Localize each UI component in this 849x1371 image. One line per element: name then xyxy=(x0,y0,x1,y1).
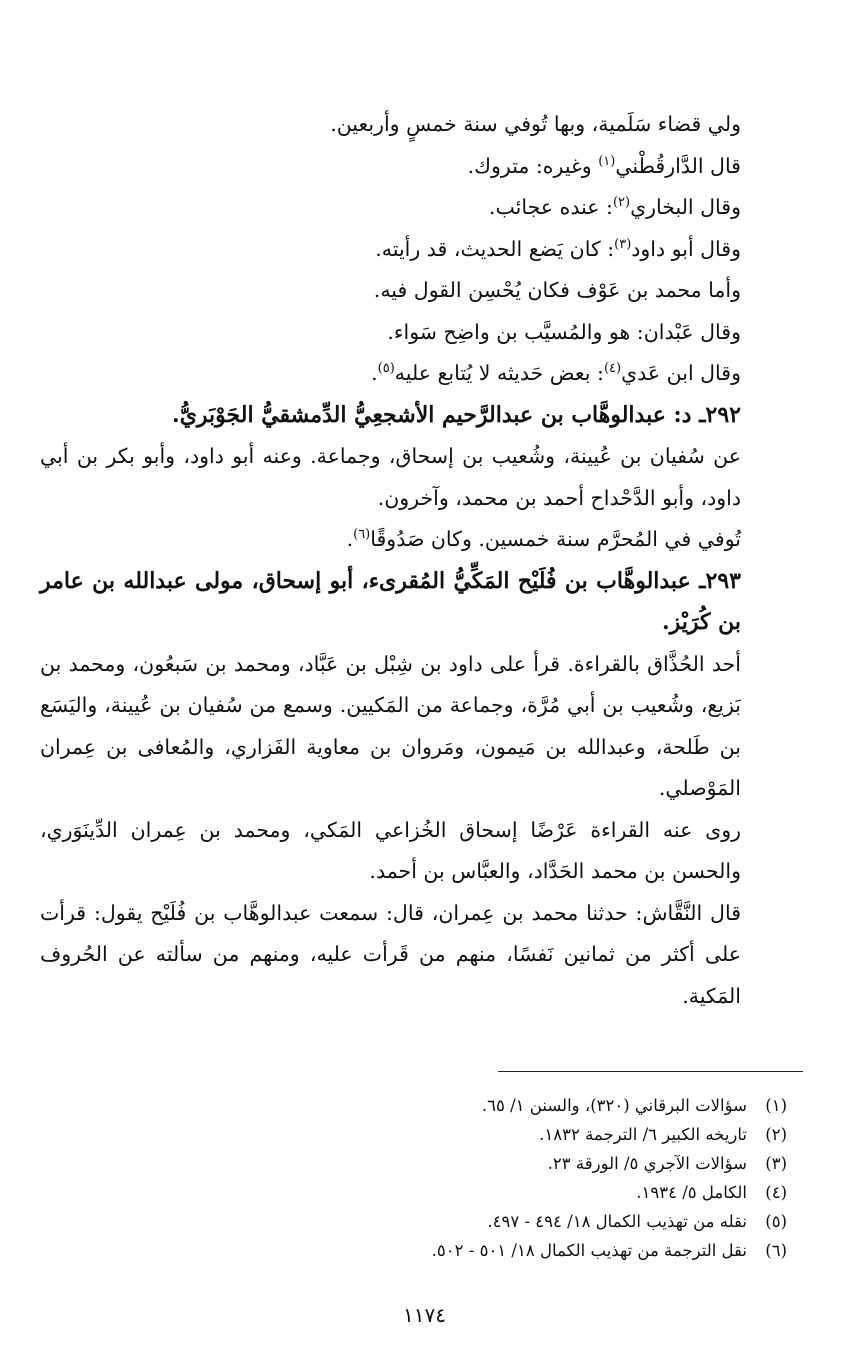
footnote xyxy=(227,1178,787,1207)
text-span: وقال البخاري xyxy=(630,195,741,219)
footnote-divider xyxy=(498,1071,803,1072)
footnote-ref: (١) xyxy=(598,153,616,169)
text-span: وقال أبو داود xyxy=(631,236,741,261)
page-number: ١١٧٤ xyxy=(403,1303,446,1327)
footnote-ref: (٢) xyxy=(612,195,631,211)
footnote xyxy=(227,1207,787,1236)
footnote-number: (٤) xyxy=(765,1183,787,1202)
text-line xyxy=(40,229,797,271)
text-span: وقال ابن عَدي xyxy=(621,361,741,385)
footnote-text: الكامل ٥/ ١٩٣٤. xyxy=(636,1183,747,1202)
footnote-ref: (٥) xyxy=(377,361,395,377)
footnote xyxy=(227,1236,787,1265)
text-line xyxy=(40,146,797,188)
footnote-text: نقل الترجمة من تهذيب الكمال ١٨/ ٥٠١ - ٥٠٢. xyxy=(431,1241,747,1260)
entry-text: روى عنه القراءة عَرْضًا إسحاق الخُزاعي المَكي، ومحمد بن عِمران الدِّينَوَري، والحسن بن محمد الحَدَّاد، والعبَّاس بن أحمد. xyxy=(40,817,741,883)
footnote-number: (٥) xyxy=(765,1212,787,1231)
text-span: وأما محمد بن عَوْف فكان يُحْسِن القول فيه. xyxy=(373,278,741,302)
text-span: : عنده عجائب. xyxy=(489,195,613,219)
text-line xyxy=(40,519,797,561)
text-span: . xyxy=(346,527,354,551)
footnote xyxy=(227,1091,787,1120)
entry-text: عن سُفيان بن عُيينة، وشُعيب بن إسحاق، وجماعة. وعنه أبو داود، وأبو بكر بن أبي داود، وأبو الدَّحْداح أحمد بن محمد، وآخرون. xyxy=(40,444,741,510)
text-span: قال الدَّارقُطْني xyxy=(615,153,741,178)
footnote-ref: (٤) xyxy=(603,361,622,377)
footnote-number: (٣) xyxy=(765,1154,787,1173)
text-line xyxy=(40,104,797,146)
footnote-number: (٦) xyxy=(765,1241,787,1260)
footnote-ref: (٣) xyxy=(614,236,632,252)
text-span: وقال عَبْدان: هو والمُسيَّب بن واضِح سَواء. xyxy=(387,319,741,344)
footnote xyxy=(227,1120,787,1149)
entry-text: أحد الحُذَّاق بالقراءة. قرأ على داود بن شِبْل بن عَبَّاد، ومحمد بن سَبعُون، ومحمد بن بَزيع، وشُعيب بن أبي مُرَّة، وجماعة من المَكيين. وسمع من سُفيان بن عُيينة، واليَسَع بن طَلحة، وعبدالله بن مَيمون، ومَروان بن معاوية الفَزاري، والمُعافى بن عِمران المَوْصلي. xyxy=(40,651,741,800)
footnotes xyxy=(227,1091,787,1265)
footnote-text: نقله من تهذيب الكمال ١٨/ ٤٩٤ - ٤٩٧. xyxy=(487,1212,747,1231)
text-line xyxy=(40,312,797,354)
footnote-text: سؤالات البرقاني (٣٢٠)، والسنن ١/ ٦٥. xyxy=(481,1096,747,1115)
main-text xyxy=(40,104,797,1017)
text-line xyxy=(40,187,797,229)
text-span: : بعض حَديثه لا يُتابع عليه xyxy=(394,361,604,385)
entry-heading-292: ٢٩٢ـ د: عبدالوهَّاب بن عبدالرَّحيم الأشجعِيُّ الدِّمشقيُّ الجَوْبَريُّ. xyxy=(172,401,741,428)
footnote-text: تاريخه الكبير ٦/ الترجمة ١٨٣٢. xyxy=(539,1125,747,1144)
text-span: تُوفي في المُحرَّم سنة خمسين. وكان صَدُوقًا xyxy=(370,527,741,551)
footnote-number: (١) xyxy=(765,1096,787,1115)
text-span: . xyxy=(371,361,378,385)
entry-text: قال النَّقَّاش: حدثنا محمد بن عِمران، قال: سمعت عبدالوهَّاب بن فُلَيْح يقول: قرأت على أكثر من ثمانين نَفسًا، منهم من قَرأت عليه، ومنهم من سألته عن الحُروف المَكية. xyxy=(40,900,741,1008)
text-span: وغيره: متروك. xyxy=(467,153,592,178)
entry-heading-293: ٢٩٣ـ عبدالوهَّاب بن فُلَيْح المَكِّيُّ المُقرىء، أبو إسحاق، مولى عبدالله بن عامر بن كُرَيْز. xyxy=(40,567,741,635)
footnote xyxy=(227,1149,787,1178)
footnote-ref: (٦) xyxy=(353,527,371,543)
text-line xyxy=(40,353,797,395)
text-line xyxy=(40,270,797,312)
text-span: : كان يَضع الحديث، قد رأيته. xyxy=(375,236,615,261)
footnote-text: سؤالات الآجري ٥/ الورقة ٢٣. xyxy=(547,1154,747,1173)
text-span: ولي قضاء سَلَمية، وبها تُوفي سنة خمسٍ وأربعين. xyxy=(330,112,741,136)
footnote-number: (٢) xyxy=(765,1125,787,1144)
